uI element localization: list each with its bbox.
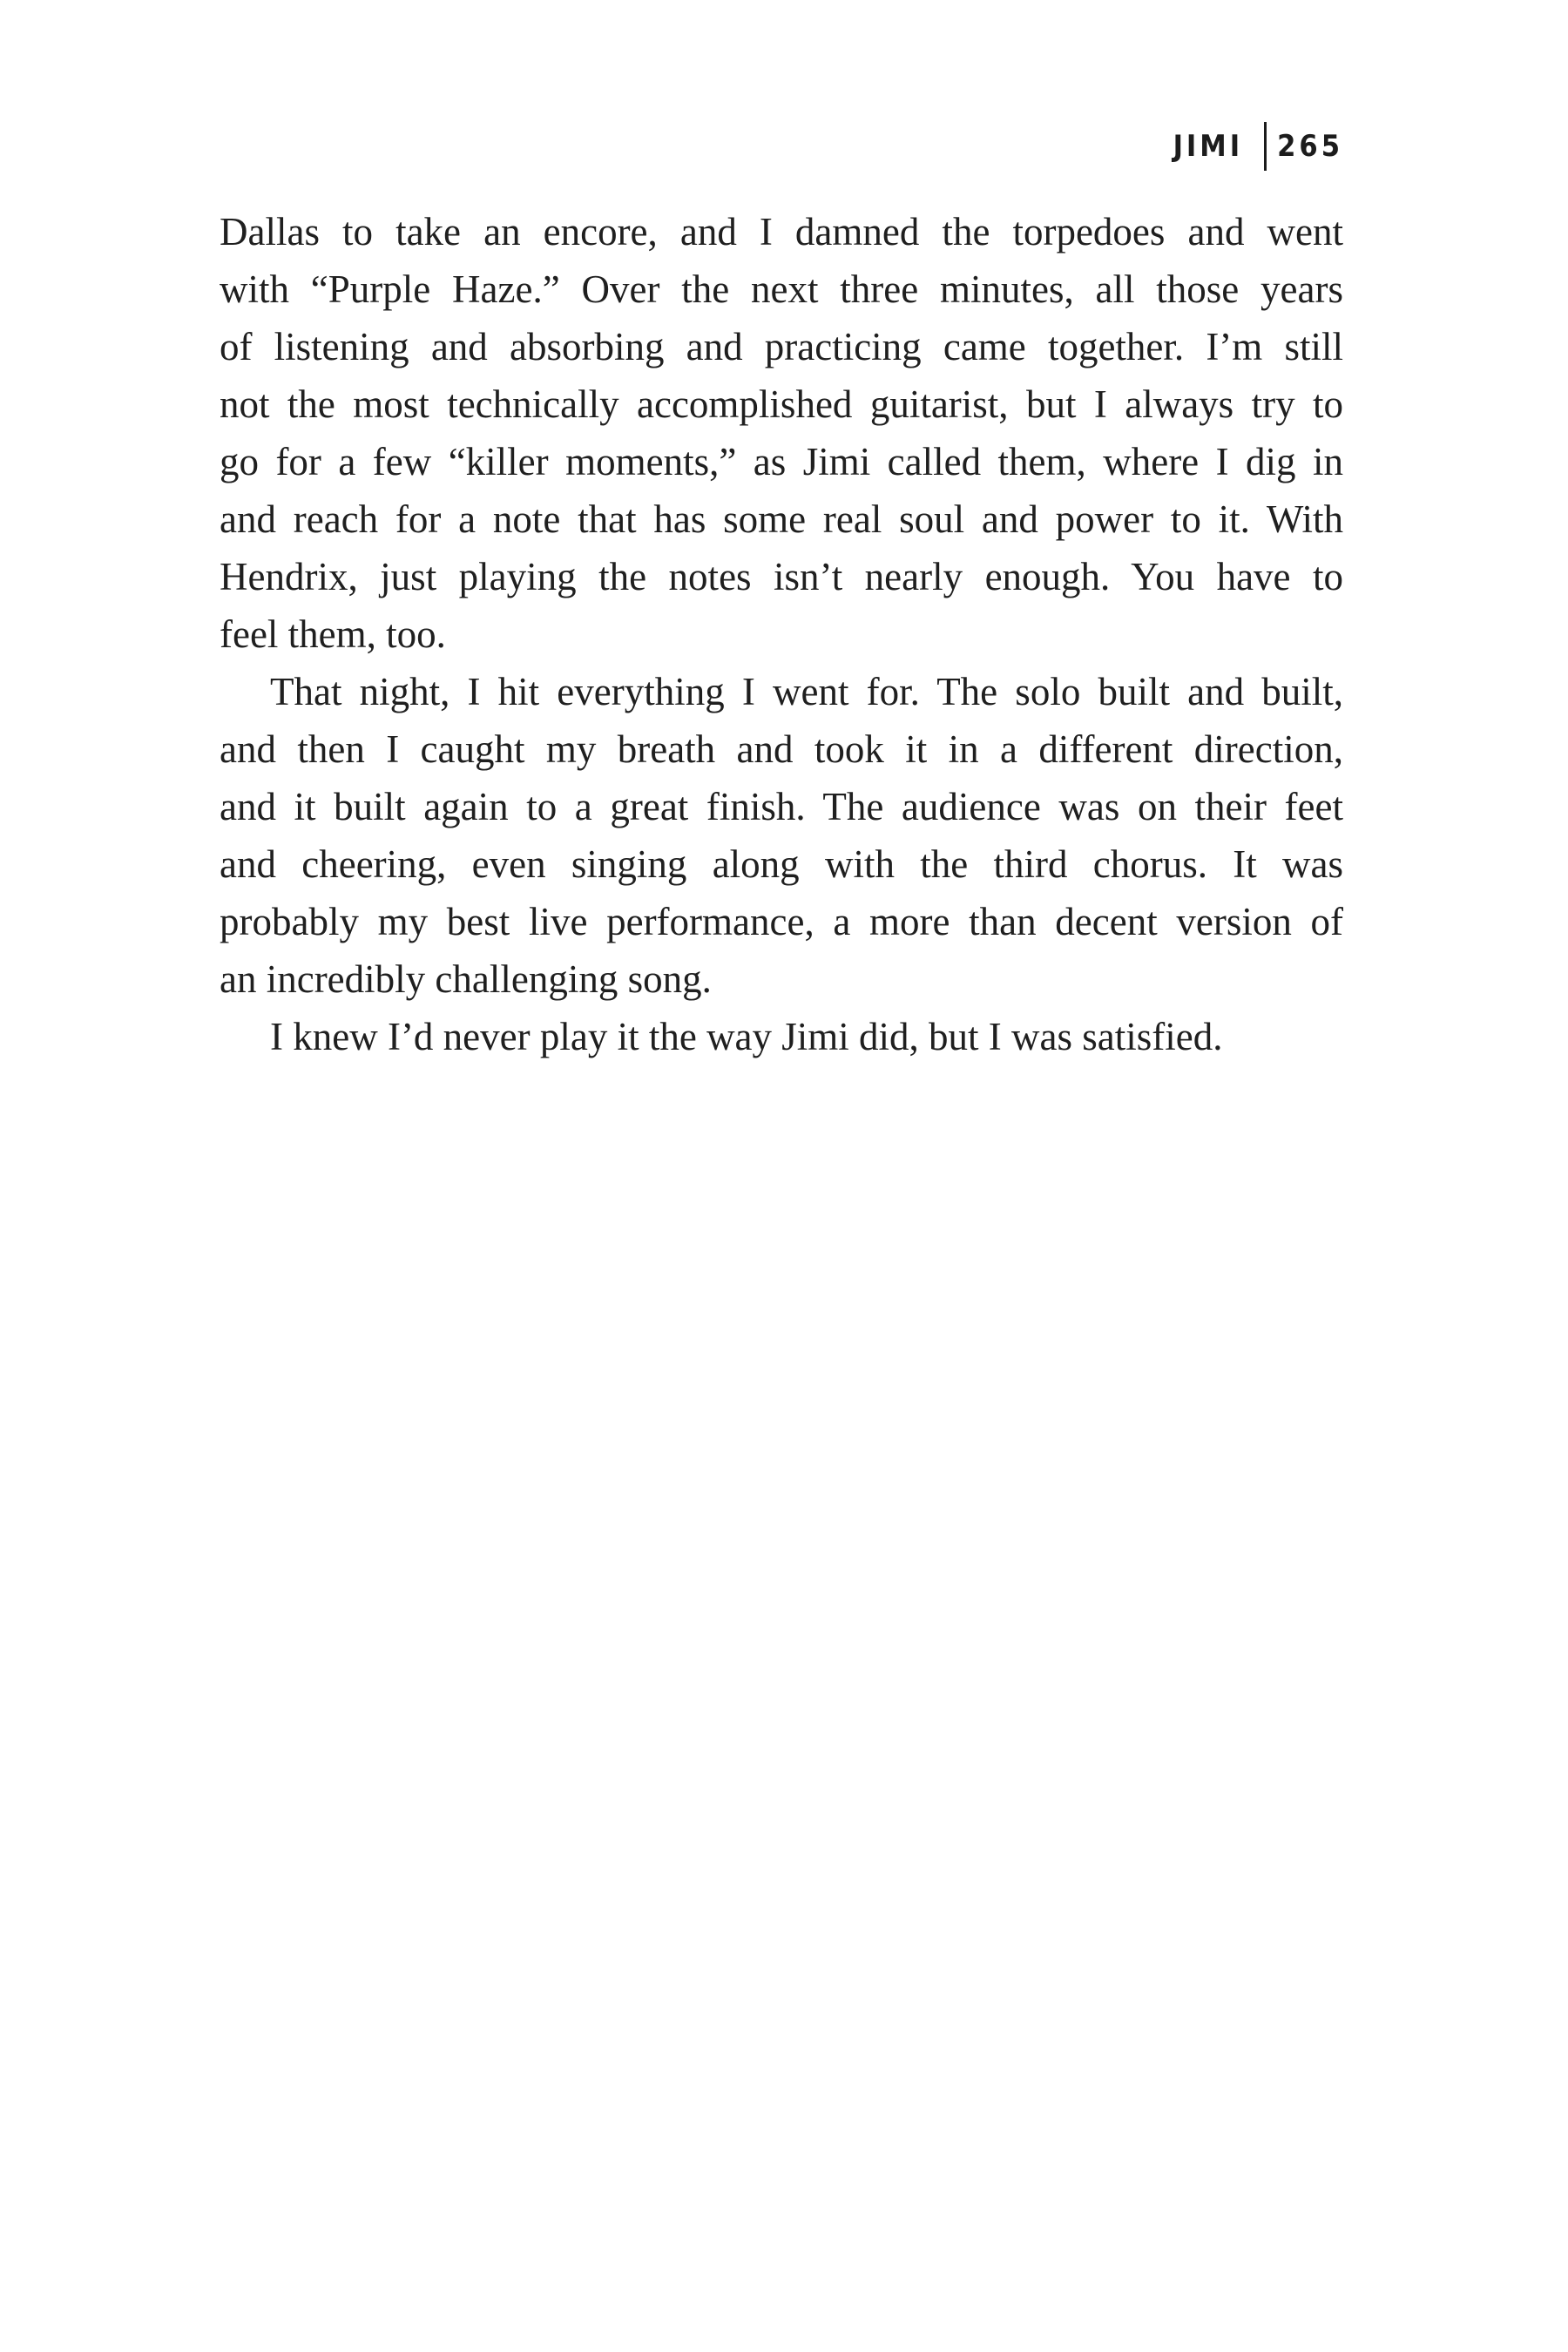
text-line: and it built again to a great finish. The audience was on their feet <box>220 785 1343 828</box>
text-line: and then I caught my breath and took it in a different direction, <box>220 727 1343 771</box>
paragraph <box>220 663 1343 1008</box>
text-line: of listening and absorbing and practicing came together. I’m still <box>220 325 1343 368</box>
paragraph <box>220 203 1343 663</box>
running-head <box>1173 122 1343 171</box>
text-line: and cheering, even singing along with the third chorus. It was <box>220 842 1343 886</box>
page-number: 265 <box>1277 129 1343 164</box>
running-head-divider <box>1264 122 1267 171</box>
text-line: Dallas to take an encore, and I damned the torpedoes and went <box>220 210 1343 253</box>
text-line: go for a few “killer moments,” as Jimi called them, where I dig in <box>220 440 1343 483</box>
text-line: That night, I hit everything I went for. The solo built and built, <box>270 670 1343 713</box>
text-line: not the most technically accomplished guitarist, but I always try to <box>220 382 1343 426</box>
text-line: Hendrix, just playing the notes isn’t nearly enough. You have to <box>220 555 1343 598</box>
text-line: and reach for a note that has some real soul and power to it. With <box>220 497 1343 541</box>
body-text <box>220 203 1343 1065</box>
text-line: an incredibly challenging song. <box>220 957 712 1001</box>
text-line: with “Purple Haze.” Over the next three minutes, all those years <box>220 267 1343 311</box>
running-head-section: JIMI <box>1173 129 1244 164</box>
text-line: feel them, too. <box>220 612 446 656</box>
text-line: probably my best live performance, a more than decent version of <box>220 900 1343 943</box>
paragraph <box>220 1008 1343 1065</box>
text-line: I knew I’d never play it the way Jimi did, but I was satisfied. <box>270 1015 1223 1058</box>
